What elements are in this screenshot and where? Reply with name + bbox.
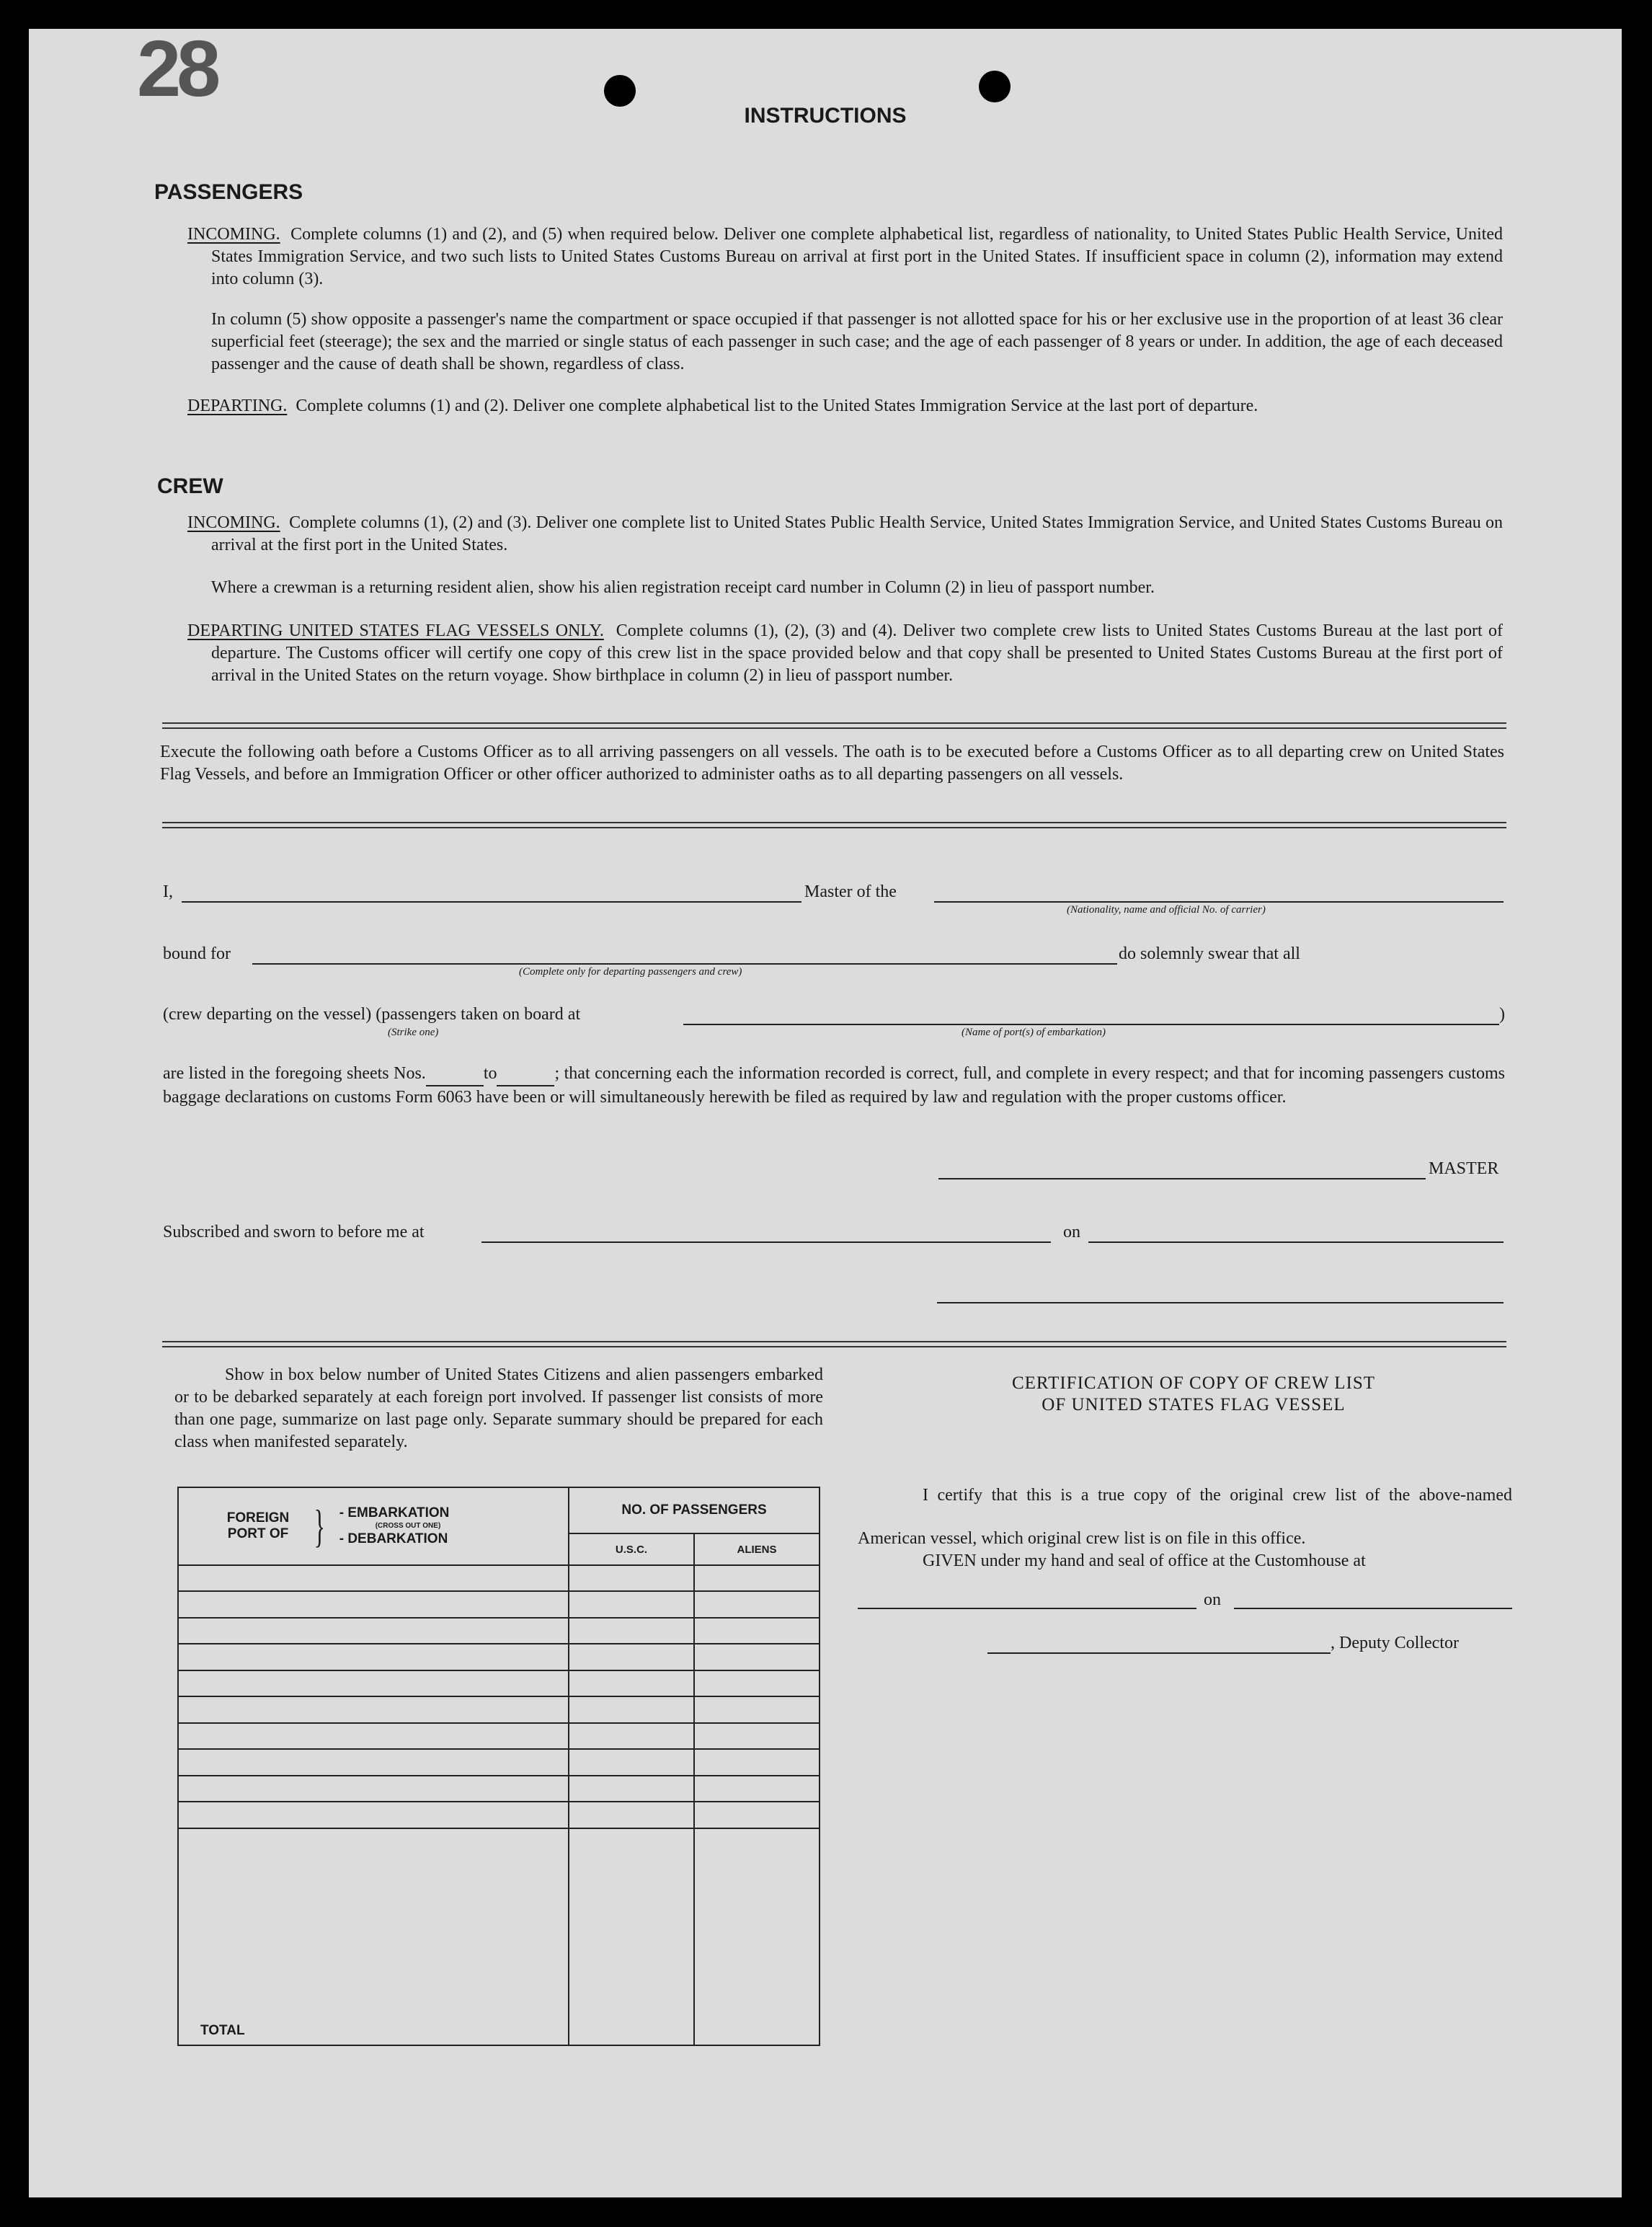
table-row[interactable] bbox=[178, 1749, 820, 1775]
divider bbox=[162, 822, 1506, 828]
sheet-to-field[interactable] bbox=[497, 1063, 554, 1086]
certification-title-line2: OF UNITED STATES FLAG VESSEL bbox=[1042, 1395, 1346, 1414]
crew-heading: CREW bbox=[157, 474, 223, 498]
master-name-field[interactable] bbox=[182, 901, 801, 903]
table-row[interactable] bbox=[178, 1618, 820, 1644]
total-label: TOTAL bbox=[178, 1828, 569, 2045]
usc-header: U.S.C. bbox=[569, 1533, 694, 1565]
page-title: INSTRUCTIONS bbox=[744, 104, 907, 128]
cert-date-field[interactable] bbox=[1234, 1608, 1512, 1609]
sworn-date-field[interactable] bbox=[1088, 1241, 1504, 1243]
listed-prefix: are listed in the foregoing sheets Nos. bbox=[163, 1064, 426, 1083]
officer-signature-field[interactable] bbox=[937, 1302, 1504, 1303]
passenger-summary-table bbox=[177, 1487, 820, 2046]
certification-title-line1: CERTIFICATION OF COPY OF CREW LIST bbox=[1011, 1373, 1376, 1393]
table-row[interactable] bbox=[178, 1591, 820, 1617]
oath-i-label: I, bbox=[163, 882, 173, 901]
sworn-place-field[interactable] bbox=[481, 1241, 1051, 1243]
listed-paragraph bbox=[163, 1063, 1505, 1109]
crew-departing bbox=[187, 620, 1503, 687]
subscribed-label: Subscribed and sworn to before me at bbox=[163, 1223, 425, 1241]
port-header-cell bbox=[178, 1487, 569, 1565]
customhouse-field[interactable] bbox=[858, 1608, 1196, 1609]
bound-for-field[interactable] bbox=[252, 963, 1117, 965]
passengers-column5-text: In column (5) show opposite a passenger's name the compartment or space occupied if that passenger is not allotted space for his or her exclusive use in the proportion of at least 36 clear superficial feet (steerage); the sex and the married or single status of each passenger in such case; and the age of each passenger of 8 years or under. In addition, the age of each deceased passenger and the cause of death shall be shown, regardless of class. bbox=[211, 310, 1503, 373]
table-row[interactable] bbox=[178, 1644, 820, 1670]
sworn-on-label: on bbox=[1063, 1223, 1080, 1241]
passengers-departing-label: DEPARTING. bbox=[187, 397, 288, 415]
crew-incoming bbox=[187, 512, 1503, 557]
table-row[interactable] bbox=[178, 1696, 820, 1722]
table-row[interactable] bbox=[178, 1670, 820, 1696]
cross-out-note: (CROSS OUT ONE) bbox=[375, 1522, 441, 1530]
cert-on-label: on bbox=[1204, 1590, 1221, 1609]
crew-passengers-label: (crew departing on the vessel) (passengers taken on board at bbox=[163, 1005, 581, 1024]
strike-one-caption: (Strike one) bbox=[388, 1027, 439, 1038]
table-row[interactable] bbox=[178, 1802, 820, 1828]
certify-text: I certify that this is a true copy of the original crew list of the above-named American vessel, which original crew list is on file in this office. bbox=[858, 1486, 1512, 1548]
carrier-caption: (Nationality, name and official No. of carrier) bbox=[1067, 904, 1266, 916]
punch-hole-left bbox=[604, 75, 636, 107]
close-paren: ) bbox=[1499, 1005, 1505, 1024]
divider bbox=[162, 722, 1506, 729]
foreign-port-header: FOREIGN PORT OF bbox=[226, 1510, 290, 1541]
aliens-header: ALIENS bbox=[694, 1533, 820, 1565]
crew-incoming-text: Complete columns (1), (2) and (3). Deliver one complete list to United States Public Health Service, United States Immigration Service, and United States Customs Bureau on arrival at the first port in the United States. bbox=[211, 513, 1504, 554]
master-signature-field[interactable] bbox=[938, 1178, 1426, 1179]
form-page bbox=[29, 25, 1622, 2197]
bound-for-label: bound for bbox=[163, 944, 231, 963]
passengers-incoming bbox=[187, 223, 1503, 291]
to-label: to bbox=[483, 1064, 497, 1083]
bound-for-caption: (Complete only for departing passengers and crew) bbox=[519, 966, 742, 978]
passengers-incoming-label: INCOMING. bbox=[187, 225, 280, 244]
crew-departing-label: DEPARTING UNITED STATES FLAG VESSELS ONLY. bbox=[187, 621, 604, 640]
table-row[interactable] bbox=[178, 1723, 820, 1749]
embarkation-label[interactable]: - EMBARKATION bbox=[339, 1505, 450, 1520]
brace-icon: } bbox=[314, 1500, 326, 1551]
page-number-stamp: 28 bbox=[137, 25, 217, 113]
carrier-field[interactable] bbox=[934, 901, 1504, 903]
table-row[interactable] bbox=[178, 1776, 820, 1802]
passengers-incoming-text: Complete columns (1) and (2), and (5) when required below. Deliver one complete alphabetical list, regardless of nationality, to United States Public Health Service, United States Immigration Service, and two such lists to United States Customs Bureau on arrival at first port in the United States. If insufficient space in column (2), information may extend into column (3). bbox=[211, 225, 1503, 288]
master-of-label: Master of the bbox=[804, 882, 897, 901]
ports-field[interactable] bbox=[683, 1024, 1499, 1025]
sheet-from-field[interactable] bbox=[426, 1063, 484, 1086]
passengers-departing-text: Complete columns (1) and (2). Deliver one complete alphabetical list to the United States Immigration Service at the last port of departure. bbox=[296, 397, 1258, 415]
passengers-heading: PASSENGERS bbox=[154, 180, 303, 204]
divider bbox=[162, 1341, 1506, 1347]
master-label: MASTER bbox=[1429, 1159, 1499, 1178]
given-text: GIVEN under my hand and seal of office at the Customhouse at bbox=[923, 1551, 1366, 1570]
deputy-collector-label: , Deputy Collector bbox=[1331, 1634, 1459, 1652]
swear-label: do solemnly swear that all bbox=[1119, 944, 1300, 963]
listed-text: ; that concerning each the information recorded is correct, full, and complete in every respect; and that for incoming passengers customs baggage declarations on customs Form 6063 have been or will simultaneously herewith be filed as required by law and regulation with the proper customs officer. bbox=[163, 1064, 1505, 1107]
ports-caption: (Name of port(s) of embarkation) bbox=[962, 1027, 1106, 1038]
punch-hole-right bbox=[979, 71, 1011, 102]
summary-instructions: Show in box below number of United States Citizens and alien passengers embarked or to be debarked separately at each foreign port involved. If passenger list consists of more than one page, summarize on last page only. Separate summary should be prepared for each class when manifested separately. bbox=[174, 1365, 823, 1451]
certification-title bbox=[876, 1373, 1511, 1416]
table-row[interactable] bbox=[178, 1565, 820, 1591]
crew-resident-text: Where a crewman is a returning resident alien, show his alien registration receipt card number in Column (2) in lieu of passport number. bbox=[211, 578, 1155, 597]
crew-incoming-label: INCOMING. bbox=[187, 513, 280, 532]
debarkation-label[interactable]: - DEBARKATION bbox=[339, 1531, 448, 1546]
oath-instructions: Execute the following oath before a Customs Officer as to all arriving passengers on all vessels. The oath is to be executed before a Customs Officer as to all departing crew on United States Flag Vessels, and before an Immigration Officer or other officer authorized to administer oaths as to all departing passengers on all vessels. bbox=[160, 743, 1504, 784]
total-row[interactable] bbox=[178, 1828, 820, 2045]
deputy-signature-field[interactable] bbox=[987, 1652, 1331, 1654]
passengers-count-header: NO. OF PASSENGERS bbox=[569, 1487, 820, 1533]
passengers-departing bbox=[187, 395, 1503, 417]
crew-departing-text: Complete columns (1), (2), (3) and (4). Deliver two complete crew lists to United States Customs Bureau at the last port of departure. The Customs officer will certify one copy of this crew list in the space provided below and that copy shall be presented to United States Customs Bureau at the first port of arrival in the United States on the return voyage. Show birthplace in column (2) in lieu of passport number. bbox=[211, 621, 1504, 685]
